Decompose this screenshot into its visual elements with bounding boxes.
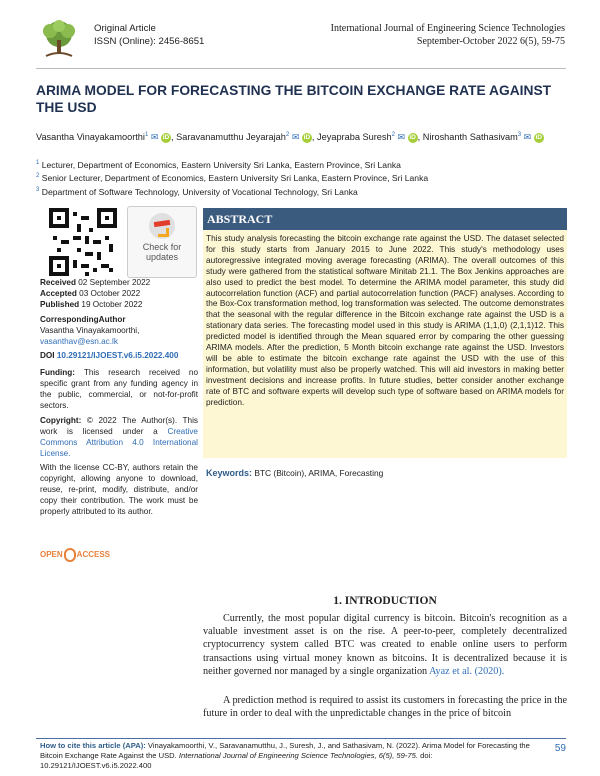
citation-footer: How to cite this article (APA): Vinayakamoorthi, V., Saravanamutthu, J., Suresh, J., and Sathasivam, N. (2022). Arima Model for Forecasting the Bitcoin Exchange Rate Against the USD. International Journal of Engineering Science Technologies, 6(5), 59-75. doi: 10.29121/IJOEST.v6.i5.2022.400 [40,741,530,770]
orcid-icon[interactable]: iD [162,133,170,141]
email-icon[interactable]: ✉ [150,132,159,143]
orcid-icon[interactable]: iD [303,133,311,141]
header-right [331,22,565,48]
author-list: Vasantha Vinayakamoorthi$^1$ ✉ iD , Saravanamutthu Jeyarajah$^2$ ✉ iD , Jeyapraba Suresh$^2$ ✉ iD , Niroshanth Sathasivam$^3$ ✉ iD [36,132,542,143]
affiliation-item: $^1$ Lecturer, Department of Economics, Eastern University Sri Lanka, Eastern Province, Sri Lanka [36,159,401,170]
doi: DOI 10.29121/IJOEST.v6.i5.2022.400 [40,351,179,360]
journal-name: International Journal of Engineering Science Technologies [330,23,565,34]
email-icon[interactable]: ✉ [291,132,300,143]
paper-title: ARIMA MODEL FOR FORECASTING THE BITCOIN EXCHANGE RATE AGAINST THE USD [36,83,552,115]
author-name[interactable]: Niroshanth Sathasivam [422,132,518,143]
check-for-updates-button[interactable]: Check for updates [127,206,197,278]
orcid-icon[interactable]: iD [409,133,416,141]
issn: ISSN (Online): 2456-8651 [94,36,205,47]
email-icon[interactable]: ✉ [523,132,532,143]
open-access-logo: OPEN ACCESS [40,548,110,562]
funding-statement: Funding: This research received no specific grant from any funding agency in the public, commercial, or not-for-profit sectors. [40,368,198,410]
section-heading-introduction: 1. INTRODUCTION [333,595,437,607]
citation-link[interactable]: Ayaz et al. (2020). [429,665,505,677]
email-icon[interactable]: ✉ [397,132,406,143]
footer-divider [36,738,566,739]
author-name[interactable]: Jeyapraba Suresh [317,132,392,143]
abstract-text: This study analysis forecasting the bitcoin exchange rate against the USD. The dataset selected for this study starts from January 2015 to June 2022. This study's methodology uses autoregressive integrated moving average forecasting (ARIMA). The overall outcomes of this study were gathered from the statistical software Minitab 21.1. The Box Jenkins approaches are also used to predict the best model. To determine the ARIMA model parameter, this study did autocorrelation function (ACF) and partial autocorrelation function (PACF) analyses. According to the Box-Cox transformation method, log transformation was selected. The outcome demonstrates that the seasonal with the regular difference in the Bitcoin exchange rate against the USD is a stationary data series. The forecasting model used in this study is ARIMA (1,1,0) (2,1,1)12. This predicted model is identified through the Mean squared error by comparing the other guessing ARIMA models. After the prediction, 5 Month bitcoin exchange rate against the USD. Investors will be able to estimate the bitcoin exchange rate against the USD with the use of this information, but volatility must also be properly watched. This will aid investors in making better investment decisions and increase profits. In future studies, better consider another exchange rate of BTC and software experts will develop such type of software based on ARIMA models for prediction. [206,233,564,407]
abstract-heading: ABSTRACT [203,208,567,230]
intro-paragraph: A prediction method is required to assist its customers in forecasting the price in the future in order to deal with the unpredictable changes in the price of bitcoin [203,695,567,720]
article-type: Original Article [94,23,156,34]
affiliations [36,158,428,198]
doi-link[interactable]: 10.29121/IJOEST.v6.i5.2022.400 [56,351,179,360]
open-lock-icon [64,548,76,562]
affiliation-item: $^2$ Senior Lecturer, Department of Economics, Eastern University Sri Lanka, Eastern Province, Sri Lanka [36,173,429,184]
qr-code-icon[interactable] [49,208,117,276]
journal-issue: September-October 2022 6(5), 59-75 [416,36,565,47]
keywords: Keywords: BTC (Bitcoin), ARIMA, Forecasting [206,468,384,478]
corresponding-author: CorrespondingAuthor Vasantha Vinayakamoorthi, vasanthav@esn.ac.lk [40,314,198,347]
journal-logo-tree-icon [36,18,82,62]
author-name[interactable]: Vasantha Vinayakamoorthi [36,132,145,143]
author-name[interactable]: Saravanamutthu Jeyarajah [176,132,286,143]
corresponding-email-link[interactable]: vasanthav@esn.ac.lk [40,337,118,346]
header-divider [36,68,566,69]
header-left [94,22,204,48]
copyright-statement: Copyright: © 2022 The Author(s). This work is licensed under a Creative Commons Attribution 4.0 International License. [40,416,198,458]
intro-paragraph: Currently, the most popular digital currency is bitcoin. Bitcoin's recognition as a valuable investment asset is on the rise. A peer-to-peer, completely decentralized cryptocurrency system called BTC was created to enable online users to perform transactions using virtual money known as bitcoins. It is decentralized because it is neither governed nor managed by a single organization Ayaz et al. (2020). [203,613,567,677]
license-link[interactable]: Creative Commons Attribution 4.0 International License. [40,427,198,458]
crossmark-icon [149,213,175,239]
page-number: 59 [554,743,566,754]
article-dates: Received 02 September 2022 Accepted 03 October 2022 Published 19 October 2022 [40,278,151,309]
license-note: With the license CC-BY, authors retain the copyright, allowing anyone to download, reuse, re-print, modify, distribute, and/or copy their contribution. The work must be properly attributed to its author. [40,463,198,516]
affiliation-item: $^3$ Department of Software Technology, University of Vocational Technology, Sri Lanka [36,186,358,197]
orcid-icon[interactable]: iD [535,133,542,141]
